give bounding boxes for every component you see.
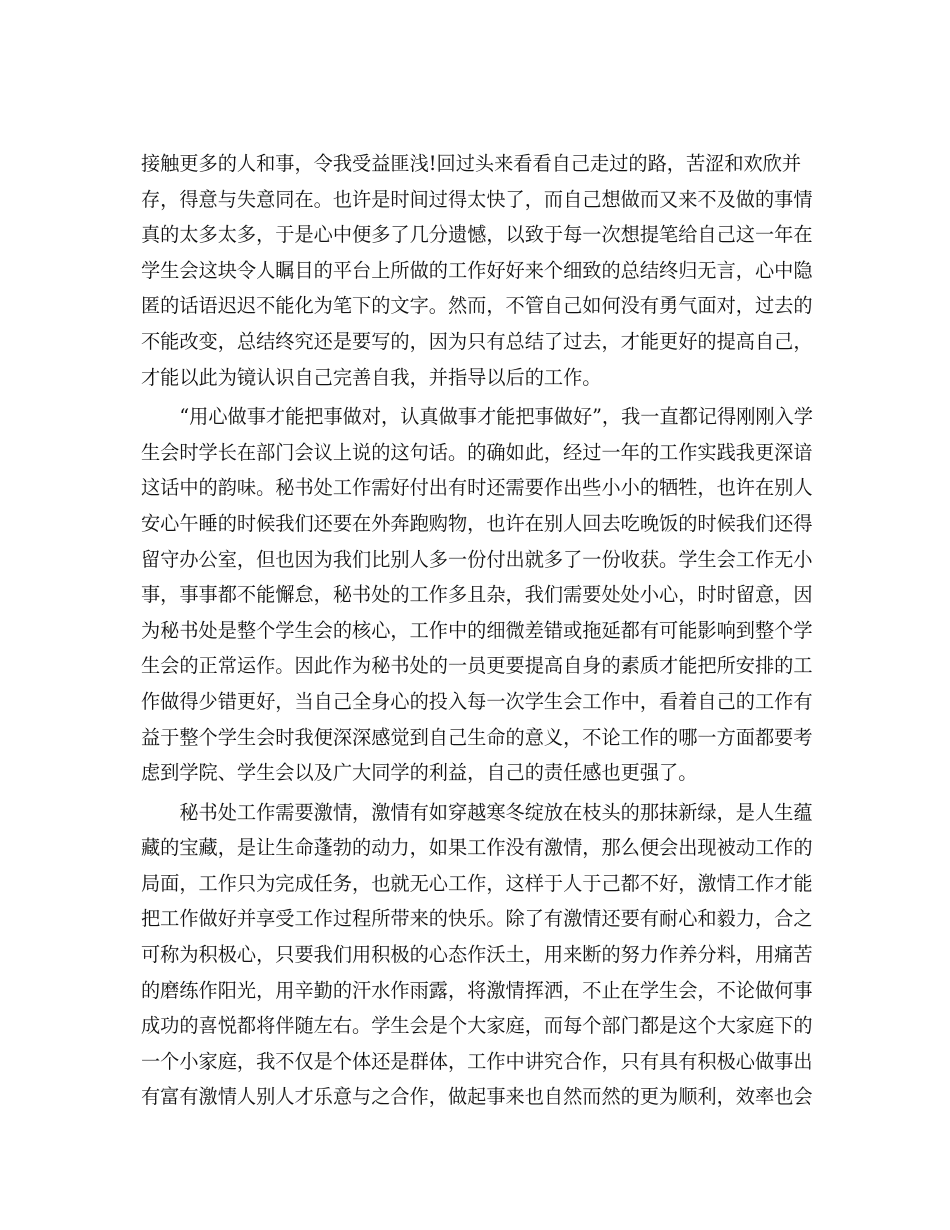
text-line: 一个小家庭，我不仅是个体还是群体，工作中讲究合作，只有具有积极心做事出 (141, 1049, 813, 1073)
paragraph-1 (141, 146, 813, 395)
text-line: 的磨练作阳光，用辛勤的汗水作雨露，将激情挥洒，不止在学生会，不论做何事 (141, 978, 813, 1002)
text-line: 作做得少错更好，当自己全身心的投入每一次学生会工作中，看着自己的工作有 (141, 689, 813, 713)
text-line: 接触更多的人和事，令我受益匪浅!回过头来看看自己走过的路，苦涩和欢欣并 (141, 152, 802, 175)
text-line: 秘书处工作需要激情，激情有如穿越寒冬绽放在枝头的那抹新绿，是人生蕴 (141, 800, 813, 824)
text-line: 才能以此为镜认识自己完善自我，并指导以后的工作。 (141, 365, 602, 389)
text-line: 益于整个学生会时我便深深感觉到自己生命的意义，不论工作的哪一方面都要考 (141, 725, 813, 749)
text-line: 留守办公室，但也因为我们比别人多一份付出就多了一份收获。学生会工作无小 (141, 547, 813, 571)
text-line: “用心做事才能把事做对，认真做事才能把事做好”，我一直都记得刚刚入学 (141, 405, 813, 429)
text-line: 成功的喜悦都将伴随左右。学生会是个大家庭，而每个部门都是这个大家庭下的 (141, 1014, 813, 1038)
text-line: 藏的宝藏，是让生命蓬勃的动力，如果工作没有激情，那么便会出现被动工作的 (141, 836, 813, 860)
text-line: 生会的正常运作。因此作为秘书处的一员更要提高自身的素质才能把所安排的工 (141, 654, 813, 678)
text-line: 有富有激情人别人才乐意与之合作，做起事来也自然而然的更为顺利，效率也会 (141, 1085, 813, 1109)
text-line: 把工作做好并享受工作过程所带来的快乐。除了有激情还要有耐心和毅力，合之 (141, 907, 813, 931)
text-line: 真的太多太多，于是心中便多了几分遗憾，以致于每一次想提笔给自己这一年在 (141, 223, 813, 247)
text-line: 这话中的韵味。秘书处工作需好付出有时还需要作出些小小的牺牲，也许在别人 (141, 476, 813, 500)
text-line: 生会时学长在部门会议上说的这句话。的确如此，经过一年的工作实践我更深谙 (141, 440, 813, 464)
document-body (141, 146, 813, 1115)
text-line: 不能改变，总结终究还是要写的，因为只有总结了过去，才能更好的提高自己， (141, 329, 813, 353)
paragraph-3 (141, 795, 813, 1115)
paragraph-2 (141, 399, 813, 791)
text-line: 存，得意与失意同在。也许是时间过得太快了，而自己想做而又来不及做的事情 (141, 187, 813, 211)
text-line: 匿的话语迟迟不能化为笔下的文字。然而，不管自己如何没有勇气面对，过去的 (141, 294, 813, 318)
text-line: 事，事事都不能懈怠，秘书处的工作多且杂，我们需要处处小心，时时留意，因 (141, 583, 813, 607)
text-line: 可称为积极心，只要我们用积极的心态作沃土，用来断的努力作养分料，用痛苦 (141, 943, 813, 967)
text-line: 为秘书处是整个学生会的核心，工作中的细微差错或拖延都有可能影响到整个学 (141, 618, 813, 642)
text-line: 局面，工作只为完成任务，也就无心工作，这样于人于己都不好，激情工作才能 (141, 871, 813, 895)
text-line: 学生会这块令人瞩目的平台上所做的工作好好来个细致的总结终归无言，心中隐 (141, 258, 813, 282)
text-line: 虑到学院、学生会以及广大同学的利益，自己的责任感也更强了。 (141, 761, 698, 785)
text-line: 安心午睡的时候我们还要在外奔跑购物，也许在别人回去吃晚饭的时候我们还得 (141, 511, 813, 535)
